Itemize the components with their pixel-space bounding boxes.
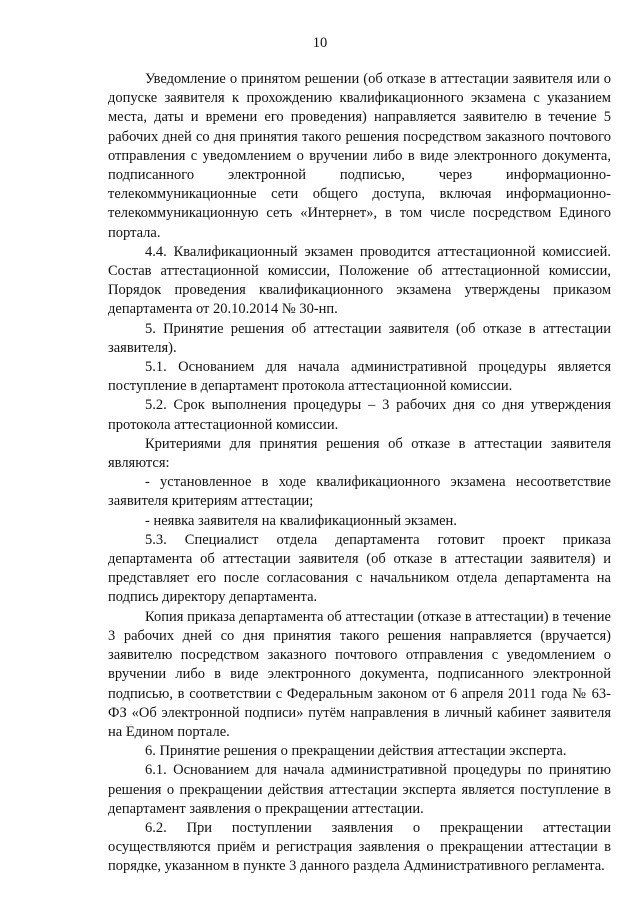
- document-body: [108, 70, 611, 877]
- paragraph-5-3: 5.3. Специалист отдела департамента готовит проект приказа департамента об аттестации заявителя (об отказе в аттестации заявителя) и представляет его после согласования с начальником отдела департамента на подпись директору департамента.: [108, 531, 611, 606]
- paragraph-order-copy: Копия приказа департамента об аттестации (отказе в аттестации) в течение 3 рабочих дней со дня принятия такого решения направляется (вручается) заявителю посредством заказного почтового отправления с уведомлением о вручении либо в виде электронного документа, подписанного электронной подписью, в соответствии с Федеральным законом от 6 апреля 2011 года № 63-ФЗ «Об электронной подписи» путём направления в личный кабинет заявителя на Едином портале.: [108, 608, 611, 740]
- list-item-criteria-absence: - неявка заявителя на квалификационный экзамен.: [145, 512, 457, 529]
- paragraph-5-heading: 5. Принятие решения об аттестации заявителя (об отказе в аттестации заявителя).: [108, 320, 611, 356]
- list-item-criteria-mismatch: - установленное в ходе квалификационного экзамена несоответствие заявителя критериям аттестации;: [108, 474, 611, 510]
- paragraph-6-1: 6.1. Основанием для начала административной процедуры по принятию решения о прекращении действия аттестации эксперта является поступление в департамент заявления о прекращении аттестации.: [108, 762, 611, 817]
- paragraph-notification: Уведомление о принятом решении (об отказе в аттестации заявителя или о допуске заявителя к прохождению квалификационного экзамена с указанием места, даты и времени его проведения) направляется заявителю в течение 5 рабочих дней со дня принятия такого решения посредством заказного почтового отправления с уведомлением о вручении либо в виде электронного документа, подписанного электронной подписью, через информационно-телекоммуникационные сети общего доступа, включая информационно-телекоммуникационную сеть «Интернет», в том числе посредством Единого портала.: [108, 71, 611, 241]
- paragraph-6-2: 6.2. При поступлении заявления о прекращении аттестации осуществляются приём и регистрация заявления о прекращении аттестации в порядке, указанном в пункте 3 данного раздела Административного регламента.: [108, 819, 611, 875]
- paragraph-4-4: 4.4. Квалификационный экзамен проводится аттестационной комиссией. Состав аттестационной комиссии, Положение об аттестационной комиссии, Порядок проведения квалификационного экзамена утверждены приказом департамента от 20.10.2014 № 30-нп.: [108, 243, 611, 318]
- page-number: 10: [312, 35, 328, 51]
- paragraph-6-heading: 6. Принятие решения о прекращении действия аттестации эксперта.: [145, 743, 567, 760]
- paragraph-5-1: 5.1. Основанием для начала административной процедуры является поступление в департамент протокола аттестационной комиссии.: [108, 359, 611, 395]
- paragraph-criteria: Критериями для принятия решения об отказе в аттестации заявителя являются:: [108, 435, 611, 472]
- paragraph-5-2: 5.2. Срок выполнения процедуры – 3 рабочих дня со дня утверждения протокола аттестационной комиссии.: [108, 397, 611, 433]
